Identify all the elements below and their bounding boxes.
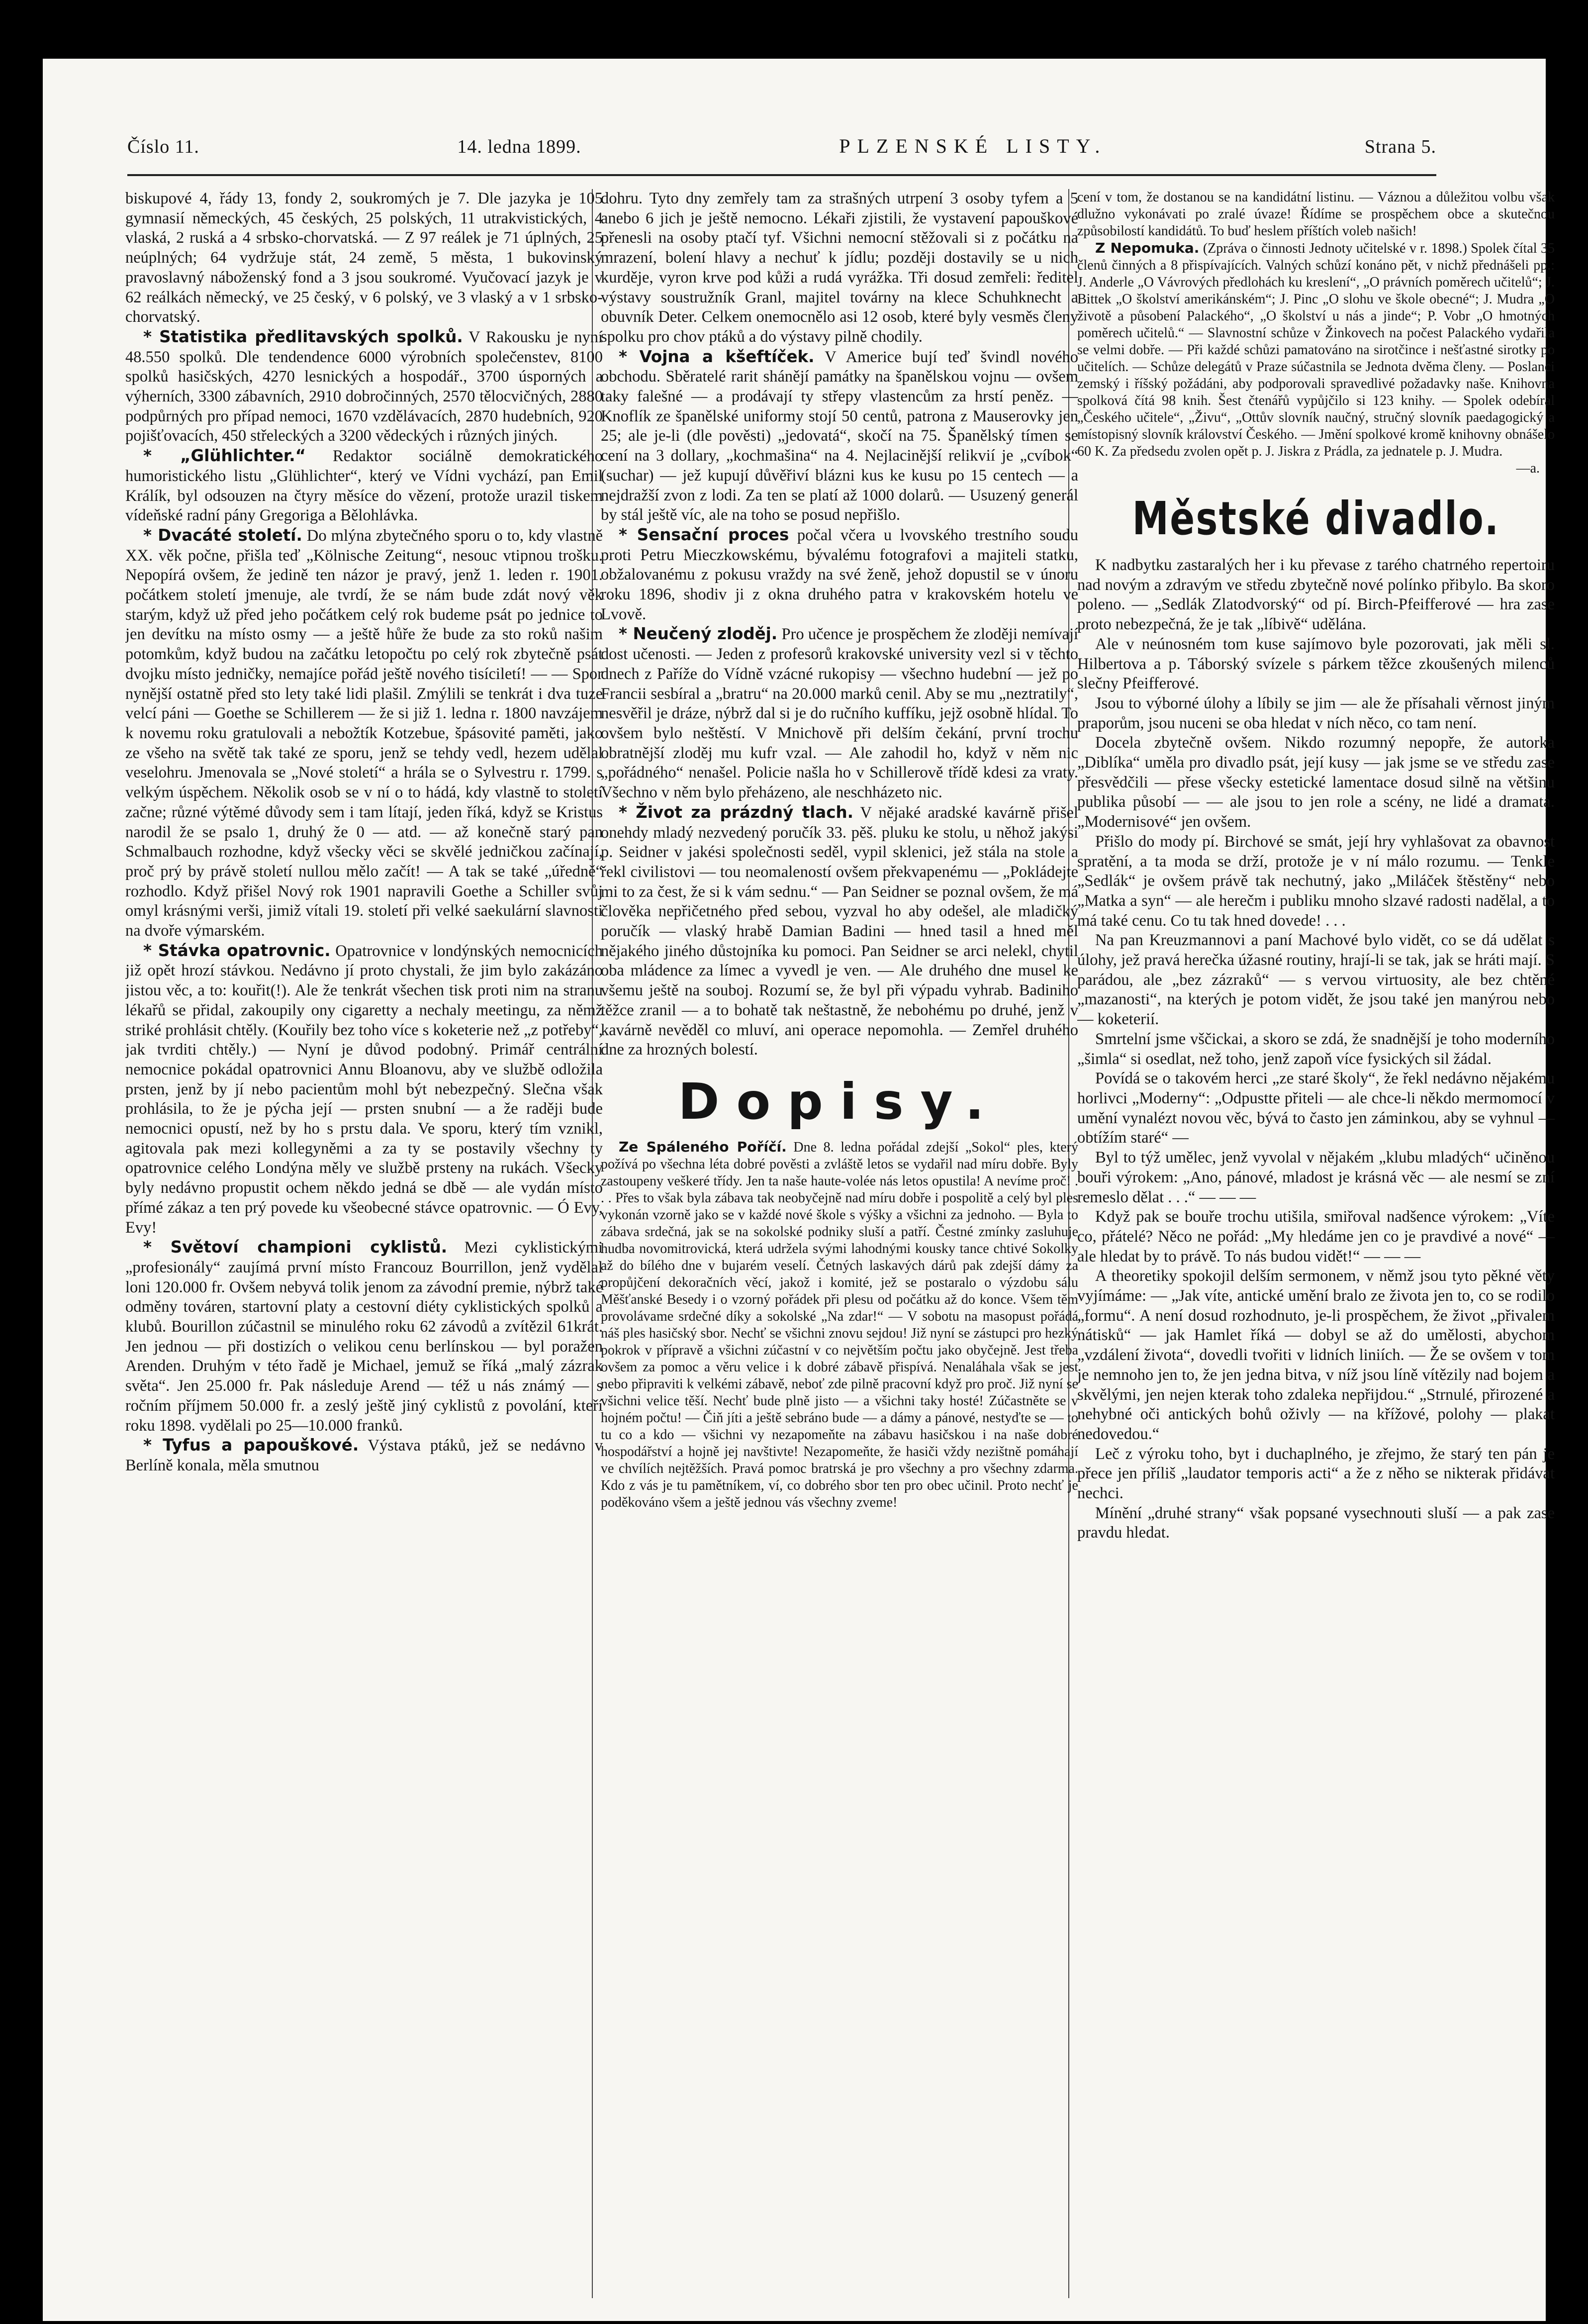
section-title-divadlo: Městské divadlo.: [1132, 492, 1500, 545]
article: [601, 803, 1078, 1060]
article: [601, 347, 1078, 525]
issue-date: 14. ledna 1899.: [457, 136, 581, 157]
article: [601, 624, 1078, 802]
article-text: Ale v neúnosném tom kuse sajímovo byle pozorovati, jak měli sl. Hilbertova a p. Táborský svízele s párkem těžce zkoušených milenců slečny Pfeifferové.: [1077, 635, 1555, 693]
article-text: Na pan Kreuzmannovi a paní Machové bylo vidět, co se dá udělat s úlohy, jež pravá herečka úžasné routiny, hrají-li se tak, jak se hráti mají. S parádou, ale „bez zázraků“ — s vervou virtuosity, ale bez chtěné „mazanosti“, na kterých je potom vidět, že jsou také jen manýrou nebo — koketerií.: [1077, 931, 1555, 1029]
article: [125, 446, 603, 526]
article-text: V Americe bují teď švindl nového obchodu. Sběratelé rarit shánějí památky na španělskou vojnu — ovšem taky falešné — a prodávají ty střepy vlastencům za hrstí peněz. — Knoflík ze španělské uniformy stojí 50 centů, patrona z Mauserovky jen 25; ale je-li (dle pověsti) „jedovatá“, skočí na 75. Španělský tímen se cení na 3 dollary, „kochmašina“ na 4. Nejlacinější relikvií je „cvíbok“ (suchar) — jež kupují důvěřiví blázni kus ke kusu po 15 centech — a nejdražší zvon z lodi. Za ten se platí až 1000 dolarů. — Usuzený generál by stál ještě víc, ale na toho se posud nepřišlo.: [601, 348, 1078, 524]
article-text: Mínění „druhé strany“ však popsané vysechnouti sluší — a pak zase pravdu hledat.: [1077, 1504, 1555, 1542]
article-text: Opatrovnice v londýnských nemocnicích již opět hrozí stávkou. Nedávno jí proto chystali, že jim bylo zakázáno jistou věc, a to: kouřit(!). Ale že tenkrát všechen tisk proti nim na stranu lékařů se přidal, zakoupily ony cigaretty a nechaly meetingu, za němž striké prohlásit chtěly. (Kouřily bez toho více s koketerie než „z potřeby“, jak tvrditi chtěly.) — Nyní je důvod podobný. Primář centrální nemocnice pokádal opatrovnici Annu Bloanovu, aby ve službě odložila prsten, jenž by jí nebo pacientům mohl být nebezpečný. Slečna však prohlásila, to že je pýcha její — prsten snubní — a že raději bude nemocnici opustí, než by ho s prstu dala. Ve sporu, který tím vznikl, agitovala pak mezi kollegyněmi a za ty se postavily všechny ty opatrovnice celého Londýna měly ve službě prsteny na rukách. Všecky byly nedávno propustit ochem někdo jedná se dbě — ale vydán místo přímé zákaz a ten prý povede ku všeobecné stávce opatrovnic. — Ó Evy, Evy!: [125, 942, 603, 1237]
newspaper-page: [43, 59, 1555, 2321]
article-text: Mezi cyklistickými „profesionály“ zaujímá první místo Francouz Bourrillon, jenž vydělal loni 120.000 fr. Ovšem nebyvá tolik jenom za závodní premie, nýbrž také odměny továren, startovní platy a cestovní diéty cyklistických spolků a klubů. Bourillon zúčastnil se minulého roku 62 závodů a zvítězil 61krát. Jen jednou — při dostizích o velikou cenu berlínskou — byl poražen Arenden. Druhým v této řadě je Michael, jemuž se říká „malý zázrak světa“. Jen 25.000 fr. Pak následuje Arend — též u nás známý — s ročním příjmem 50.000 fr. a zeslý ještě jiný cyklistů z povolání, kteří roku 1898. vydělali po 25—10.000 franků.: [125, 1239, 603, 1435]
article-text: A theoretiky spokojil delším sermonem, v němž jsou tyto pěkné věty vyjímáme: — „Jak víte, antické umění bralo ze života jen to, co se rodilo „formu“. A není dosud rozhodnuto, je-li prospěchem, že život „přivalem nátisků“ — jak Hamlet říká — dobyl se až do umělosti, abychom „vzdálení života“, dovedli tvořiti v lidních liniích. — Že se ovšem v tom je nemnoho jen to, že jen jedna bitva, v níž jsou líně vítězily nad bojem a skvělými, jen nejen kterak toho zdaleka nepřijdou.“ „Strnulé, přirozené a nehybné oči antických bohů oživly — na křížové, polohy — plakat nedovedou.“: [1077, 1267, 1555, 1443]
article-text: V Rakousku je nyní 48.550 spolků. Dle tendendence 6000 výrobních společenstev, 8100 spolků hasičských, 4270 lesnických a hospodář., 3700 úsporných a výherních, 3300 zábavních, 2910 dobročinných, 2570 tělocvičných, 2880 podpůrných pro případ nemoci, 1670 vzdělávacích, 2870 hudebních, 920 pojišťovacích, 450 střeleckých a 3200 vědeckých i různých jiných.: [125, 328, 603, 445]
article: [125, 327, 603, 446]
theatre-review: [1077, 556, 1555, 1543]
article: [125, 526, 603, 941]
article: [125, 941, 603, 1238]
section-title-dopisy: Dopisy.: [678, 1072, 1001, 1131]
article: [1077, 240, 1555, 460]
page-number: Strana 5.: [1364, 136, 1436, 157]
article-heading: * Statistika předlitavských spolků.: [143, 327, 463, 346]
column-2: [601, 189, 1078, 2298]
article-text: biskupové 4, řády 13, fondy 2, soukromých je 7. Dle jazyka je 105 gymnasií německých, 45 českých, 25 polských, 11 utrakvistických, 4 vlaská, 2 ruská a 4 srbsko-chorvatská. — Z 97 reálek je 71 úplných, 25 neúplných; 64 vydržuje stát, 24 země, 5 města, 1 bukovinský pravoslavný náboženský fond a 3 jsou soukromé. Vyučovací jazyk je v 62 reálkách německý, ve 25 český, v 6 polský, ve 3 vlaský a v 1 srbsko-chorvatský.: [125, 190, 603, 326]
article-text: Redaktor sociálně demokratického humoristického listu „Glühlichter“, který ve Vídni vychází, pan Emil Králík, byl odsouzen na čtyry měsíce do vězení, protože urazil tiskem vídeňské radní pány Gregoriga a Bělohlávka.: [125, 447, 603, 525]
issue-number: Číslo 11.: [127, 136, 199, 157]
column-1: [125, 189, 603, 2298]
article-heading: * Vojna a kšeftíček.: [619, 347, 815, 366]
article-text: cení v tom, že dostanou se na kandidátní listinu. — Váznou a důležitou volbu však dlužno vykonávati po zralé úvaze! Řídíme se prospěchem obce a skutečnou způsobilostí kandidátů. To buď heslem příštích voleb našich!: [1077, 190, 1555, 239]
article-heading: * Sensační proces: [619, 525, 789, 544]
masthead-title: PLZENSKÉ LISTY.: [839, 135, 1107, 157]
article-text: Pro učence je prospěchem že zloději nemívají dost učenosti. — Jeden z profesorů krakovské university vezl si v těchto dnech z Paříže do Vídně vzácné rukopisy — všechno hudební — jež po Francii sesbíral a „bratru“ na 20.000 marků cenil. Aby se mu „neztratily“, nesvěřil je dráze, nýbrž dal si je do ručního kuffíku, jejž osobně hlídal. To ovšem bylo neštěstí. V Mnichově při delším čekání, první trochu obratnější zloděj mu kufr vzal. — Ale zahodil ho, když v něm nic „pořádného“ nenašel. Policie našla ho v Schillerově třídě kdesi za vraty. Všechno v něm bylo přeházeno, ale neschházeto nic.: [601, 625, 1078, 802]
article-text: Když pak se bouře trochu utišila, smiřoval nadšence výrokem: „Víte co, přátelé? Něco ne pořád: „My hledáme jen co je pravdivé a nové“ — ale hledat by to právě. To nás budou vidět!“ — — —: [1077, 1208, 1555, 1265]
article-text: Leč z výroku toho, byt i duchaplného, je zřejmo, že starý ten pán je přece jen příliš „laudator temporis acti“ a že z něho se nikterak přidávat nechci.: [1077, 1445, 1555, 1503]
article-text: Přišlo do mody pí. Birchové se smát, její hry vyhlašovat za obavnost spratění, a ta moda se drží, protože je v ní málo rozumu. — Tenkle „Sedlák“ je ovšem právě tak nechutný, jako „Miláček štěstěny“ nebo „Matka a syn“ — ale herečm i publiku mnoho slzavé radosti nadělal, a to má také cenu. Co tu tak hned dovede! . . .: [1077, 832, 1555, 930]
article-heading: * „Glühlichter.“: [143, 446, 306, 466]
author-signature: —a.: [1516, 461, 1540, 476]
article: [125, 1238, 603, 1436]
article-heading: * Světoví championi cyklistů.: [143, 1238, 448, 1257]
article-text: Smrtelní jsme vščickai, a skoro se zdá, že snadnější je toho moderního „šimla“ si osedlat, než toho, jenž zapoň více fysických sil žádal.: [1077, 1030, 1555, 1068]
article-heading: * Stávka opatrovnic.: [143, 941, 331, 960]
article-heading: * Tyfus a papouškové.: [143, 1436, 359, 1455]
article-text: Výstava ptáků, jež se nedávno v Berlíně konala, měla smutnou: [125, 1437, 603, 1474]
article-text: dohru. Tyto dny zemřely tam za strašných utrpení 3 osoby tyfem a 5 anebo 6 jich je ještě nemocno. Lékaři zjistili, že vystavení papouškové přenesli na osoby ptačí tyf. Všichni nemocní stěžovali si z počátku na mrazení, bolení hlavy a nechuť k jídlu; později dostavily se u nich kurděje, vyron krve pod kůži a rudá vyrážka. Tři dosud zemřeli: ředitel výstavy soustružník Granl, majitel továrny na klece Schuhknecht a obuvník Deter. Celkem onemocnělo asi 12 osob, které byly vesměs členy spolku pro chov ptáků a do výstavy pilně chodily.: [601, 190, 1078, 346]
article-heading: * Život za prázdný tlach.: [619, 802, 853, 822]
column-3: [1077, 189, 1555, 2298]
page-header: [127, 134, 1436, 169]
article: [601, 1139, 1078, 1511]
article-text: Do mlýna zbytečného sporu o to, kdy vlastně XX. věk počne, přišla teď „Kölnische Zeitung“, nesouc vtipnou trošku. Nepopírá ovšem, že jedině ten názor je pravý, jenž 1. leden r. 1901. počátkem století jmenuje, ale tvrdí, že se nám bude zdát nový věk starým, když už před jeho počátkem celý rok budeme psát po jednice to jen devítku na místo osmy — a ještě hůře že bude za sto roků našim potomkům, když budou na začátku letopočtu po celý rok zbytečně psát dvojku místo jedničky, nemajíce pořád ještě nového tisíciletí! — — Spor nynější ostatně před sto lety také lidi plašil. Zmýlili se tenkrát i dva tuze velcí páni — Goethe se Schillerem — že si již 1. ledna r. 1800 navzájem k novemu roku gratulovali a nebožtík Kotzebue, špásovité paměti, jako ze všeho na světě tak také ze sporu, jenž se tehdy vedl, hezem udělal veselohru. Jmenovala se „Nové století“ a hrála se o Sylvestru r. 1799. s velkým úspěchem. Několik osob se v ní o to hádá, kdy vlastně to století začne; různé výtěmé důvody sem i tam lítají, jeden říká, když se Kristus narodil že se psalo 1, druhý že 0 — atd. — až konečně starý pan Schmalbauch rozhodne, když všecky věci se skvělé jedničkou začínají, proč prý by právě století nullou mělo začít! — A tak se také „úředně“ rozhodlo. Když přišel Nový rok 1901 napravili Goethe a Schiller svůj omyl krásnými verši, jimiž vítali 19. století při velké saekulární slavnosti na dvoře výmarském.: [125, 526, 603, 940]
article-text: počal včera u lvovského trestního soudu proti Petru Mieczkowskému, bývalému fotografovi a majiteli statku, obžalovanému z pokusu vraždy na své ženě, jehož dopustil se v únoru roku 1896, shodiv ji z okna druhého patra v krakovském hotelu ve Lvově.: [601, 526, 1078, 623]
article-heading: * Dvacáté století.: [143, 525, 302, 545]
header-rule: [127, 174, 1436, 176]
article-text: Byl to týž umělec, jenž vyvolal v nějakém „klubu mladých“ učiněnou bouři výrokem: „Ano, pánové, mladost je krásná věc — ale nesmí se zní remeslo dělat . . .“ — — —: [1077, 1149, 1555, 1206]
article: [125, 1436, 603, 1475]
article: [601, 525, 1078, 625]
article-text: (Zpráva o činnosti Jednoty učitelské v r. 1898.) Spolek čítal 35 členů činných a 8 přispívajících. Valných schůzí konáno pět, v nichž přednášeli pp.: J. Anderle „O Vávrových předlohách ku kreslení“, „O právních poměrech učitelů“; J. Bittek „O školství amerikánském“; J. Pinc „O slohu ve škole obecné“; J. Mudra „O životě a působení Palackého“, „O školství u nás a jinde“; P. Vobr „O hmotných poměrech učitelů.“ — Slavnostní schůze v Žinkovech na počest Palackého vydařila se velmi dobře. — Při každé schůzi pamatováno na sirotčince i nešťastné sirotky po učitelích. — Schůze delegátů v Praze súčastnila se Jednota dvěma členy. — Poslanci zemský i říšský požádáni, aby podporovali spravedlivé požadavky naše. Knihovna spolková čítá 98 knih. Šest čtenářů vypůjčilo si 123 knihy. — Spolek odebíral „Českého učitele“, „Živu“, „Ottův slovník naučný, stručný slovník paedagogický a místopisný slovník království Českého. — Jmění spolkové kromě knihovny obnášelo 60 K. Za předsedu zvolen opět p. J. Jiskra z Prádla, za jednatele p. J. Mudra.: [1077, 241, 1555, 459]
article-text: K nadbytku zastaralých her i ku převase z tarého chatrného repertoiru nad novým a zdravým ve středu zbytečně nové polínko přibylo. Ba skoro poleno. — „Sedlák Zlatodvorský“ od pí. Birch-Pfeifferové — hra zase proto nebezpečná, že je tak „líbivě“ udělána.: [1077, 556, 1555, 634]
article-heading: Ze Spáleného Poříčí.: [619, 1138, 787, 1155]
article-heading: * Neučený zloděj.: [619, 624, 778, 644]
article-text: V nějaké aradské kavárně přišel onehdy mladý nezvedený poručík 33. pěš. pluku ke stolu, u něhož jakýsi p. Seidner v jakési společnosti seděl, vypil sklenici, jež stála na stole a řekl civilistovi — tou neomaleností ovšem překvapenému — „Pokládejte mi to za čest, že si k vám sednu.“ — Pan Seidner se poznal ovšem, že má člověka nepřičetného před sebou, vyzval ho aby odešel, ale mladičký poručík — vlaský hrabě Damian Badini — hned tasil a hned měl nějakého jiného důstojníka ku pomoci. Pan Seidner se arci nelekl, chytil oba mládence za límec a vyvedl je ven. — Ale druhého dne musel ke všemu ještě na souboj. Rozumí se, že byl při výpadu vyhrab. Badiniho těžce zranil — a to bohatě tak neštastně, že nebohému po druhé, jenž v kavárně nevěděl co mluví, ani operace nepomohla. — Zemřel druhého dne za hrozných bolestí.: [601, 803, 1078, 1059]
article-text: Jsou to výborné úlohy a líbily se jim — ale že přísahali věrnost jiným praporům, jsou nuceni se oba hledat v ních něco, co tam není.: [1077, 694, 1555, 732]
article-text: Dne 8. ledna pořádal zdejší „Sokol“ ples, který požívá po všechna léta dobré pověsti a zvláště letos se vydařil nad míru dobře. Byly zastoupeny veškeré třídy. Jen ta naše haute-volée nás letos opustila! A nevíme proč! . . . Přes to však byla zábava tak neobyčejně nad míru dobře i pospolitě a celý byl ples vykonán vzorně jako se v každé nové škole s výšky a všichni za jednoho. — Byla to zábava srdečná, jak se na sokolské podniky sluší a patří. Čestné zmínky zasluhuje hudba novomitrovická, která udržela svými lahodnými kousky tance chtivé Sokolky až do bílého dne v bujarém veselí. Četných laskavých dárů pak zdejší dámy za propůjčení dekoračních věcí, jakož i komité, jež se postaralo o výzdobu sálu Měšťanské Besedy i o vzorný pořádek při plesu od počátku až do konce. Všem těm provolávame srdečné díky a sokolské „Na zdar!“ — V sobotu na masopust pořádá náš ples hasičský sbor. Nechť se všichni znovu sejdou! Již nyní se zástupci pro hezký pokrok v přípravě a všichni zúčastní v co největším počtu jako obyčejně. Jest třeba ovšem za pomoc a věru velice i k dobré zábavě přispívá. Nenaláhala však se jest nebo připraviti k velkémi zábavě, neboť zde pilně pracovní když pro proč. Již nyní se všichni velice těší. Nechť bude plně jisto — a všichni taky hosté! Zúčastněte se v hojném počtu! — Čiň jíti a ještě sebráno bude — a dámy a pánové, nestyďte se — to tu co a kdo — všichni vy nezapomeňte na zábavu hasičskou i na naše dobré hospodářství a hojně jej navštivte! Nezapomeňte, že hasiči vždy nezištně pomáhají ve chvílích nejtěžších. Pravá pomoc bratrská je pro všechny a pro všechny zdarma. Kdo z vás je tu pamětníkem, ví, co dobrého sbor ten pro obec učinil. Proto nechť je poděkováno všem a ještě jednou vás všechny zveme!: [601, 1139, 1078, 1510]
article-heading: Z Nepomuka.: [1095, 240, 1200, 256]
article-text: Docela zbytečně ovšem. Nikdo rozumný nepopře, že autorka „Diblíka“ uměla pro divadlo psát, její kusy — jak jsme se ve středu zase přesvědčili — přese všecky estetické lamentace dosud silně na většinu publika působí — — ale jsou to jen role a scény, ne lidé a dramata. „Modernisové“ jen ovšem.: [1077, 734, 1555, 831]
article-text: Povídá se o takovém herci „ze staré školy“, že řekl nedávno nějakému horlivci „Moderny“: „Odpustte přiteli — ale chce-li někdo mermomocí v umění vynalézt novou věc, bývá to často jen záminkou, aby se vyhnul — obtížím staré“ —: [1077, 1069, 1555, 1147]
